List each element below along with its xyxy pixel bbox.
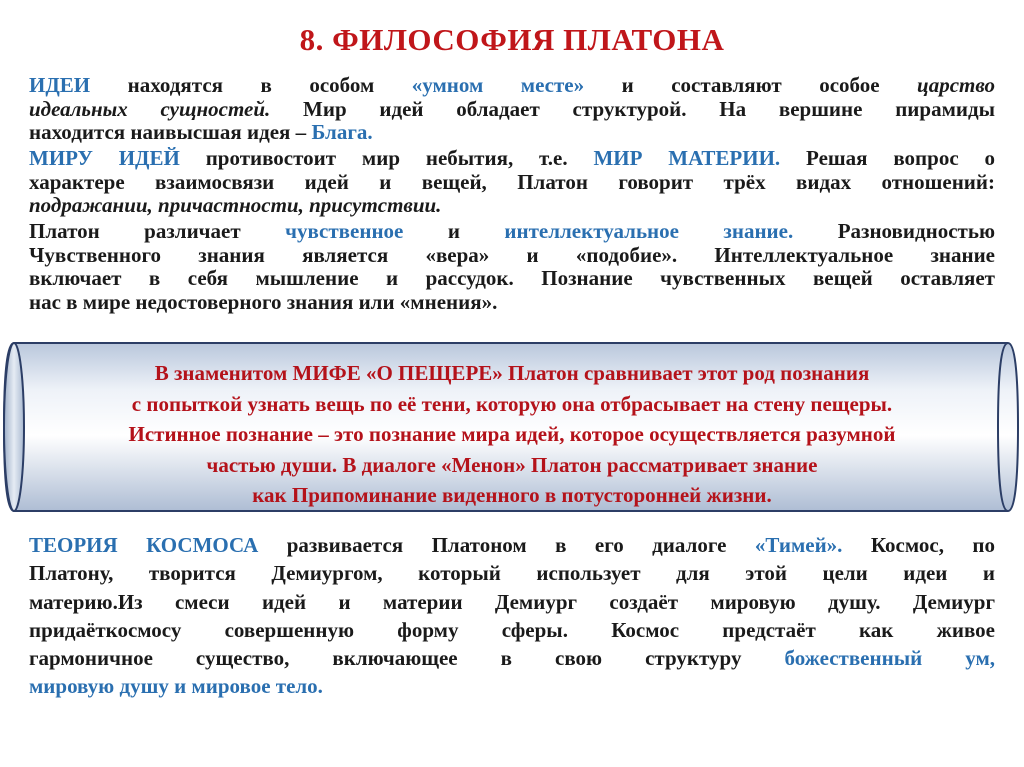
- scroll-line: частью души. В диалоге «Менон» Платон рассматривает знание: [206, 452, 818, 477]
- text-run: гармоничное существо, включающее в свою структуру: [29, 646, 785, 671]
- term-cosmos-theory: ТЕОРИЯ КОСМОСА: [29, 533, 259, 557]
- text-line: Платону, творится Демиургом, который использует для этой цели идеи и: [29, 561, 995, 586]
- text-line: Чувственного знания является «вера» и «подобие». Интеллектуальное знание: [29, 242, 995, 267]
- paragraph-ideas: [29, 74, 995, 145]
- term-timaeus: «Тимей».: [754, 533, 843, 557]
- term-ideal-entities: идеальных сущностей.: [29, 96, 271, 121]
- text-line: материю.Из смеси идей и материи Демиург создаёт мировую душу. Демиург: [29, 589, 995, 614]
- text-run: находятся в особом: [90, 73, 412, 97]
- text-line: [29, 98, 995, 122]
- term-ideas: ИДЕИ: [29, 73, 91, 97]
- paragraph-knowledge: [29, 220, 995, 315]
- paragraph-matter: [29, 147, 995, 218]
- text-line: [29, 531, 995, 559]
- text-line: включает в себя мышление и рассудок. Познание чувственных вещей оставляет: [29, 266, 995, 291]
- text-run: и: [403, 219, 505, 243]
- scroll-line: как Припоминание виденного в потусторонней жизни.: [252, 483, 772, 508]
- text-line: подражании, причастности, присутствии.: [29, 193, 442, 218]
- term-intellectual-knowledge: интеллектуальное знание.: [504, 219, 794, 243]
- term-smart-place: «умном месте»: [411, 73, 585, 97]
- term-world-of-ideas: МИРУ ИДЕЙ: [29, 146, 180, 170]
- term-world-of-matter: МИР МАТЕРИИ.: [593, 146, 781, 170]
- text-run: Мир идей обладает структурой. На вершине пирамиды: [270, 96, 995, 121]
- text-run: Разновидностью: [793, 219, 995, 243]
- text-line: [29, 644, 995, 672]
- text-run: развивается Платоном в его диалоге: [258, 533, 755, 557]
- text-run: находится наивысшая идея –: [29, 120, 312, 145]
- term-divine-mind: божественный ум,: [784, 646, 995, 671]
- cave-myth-text: [22, 358, 1002, 511]
- text-line: [29, 74, 995, 98]
- scroll-line: с попыткой узнать вещь по её тени, которую она отбрасывает на стену пещеры.: [131, 391, 893, 416]
- term-good: Блага.: [311, 120, 373, 145]
- text-run: Решая вопрос о: [780, 146, 995, 170]
- scroll-line: В знаменитом МИФЕ «О ПЕЩЕРЕ» Платон сравнивает этот род познания: [154, 361, 870, 385]
- cave-myth-scroll: [2, 341, 1020, 513]
- term-kingdom: царство: [917, 73, 995, 97]
- term-sensory: чувственное: [285, 219, 404, 243]
- text-line: нас в мире недостоверного знания или «мнения».: [29, 290, 498, 315]
- text-line: характере взаимосвязи идей и вещей, Платон говорит трёх видах отношений:: [29, 169, 995, 194]
- text-run: противостоит мир небытия, т.е.: [179, 146, 594, 170]
- text-line: [29, 121, 995, 145]
- text-line: [29, 147, 995, 171]
- scroll-line: Истинное познание – это познание мира идей, которое осуществляется разумной: [128, 422, 896, 447]
- term-world-soul-body: мировую душу и мировое тело.: [29, 674, 323, 699]
- text-line: [29, 672, 995, 700]
- text-line: придаёткосмосу совершенную форму сферы. Космос предстаёт как живое: [29, 617, 995, 642]
- slide-title: 8. ФИЛОСОФИЯ ПЛАТОНА: [299, 22, 725, 57]
- text-line: [29, 220, 995, 244]
- text-run: Космос, по: [842, 533, 995, 557]
- text-run: и составляют особое: [584, 73, 918, 97]
- paragraph-cosmos: [29, 531, 995, 701]
- text-run: Платон различает: [29, 219, 286, 243]
